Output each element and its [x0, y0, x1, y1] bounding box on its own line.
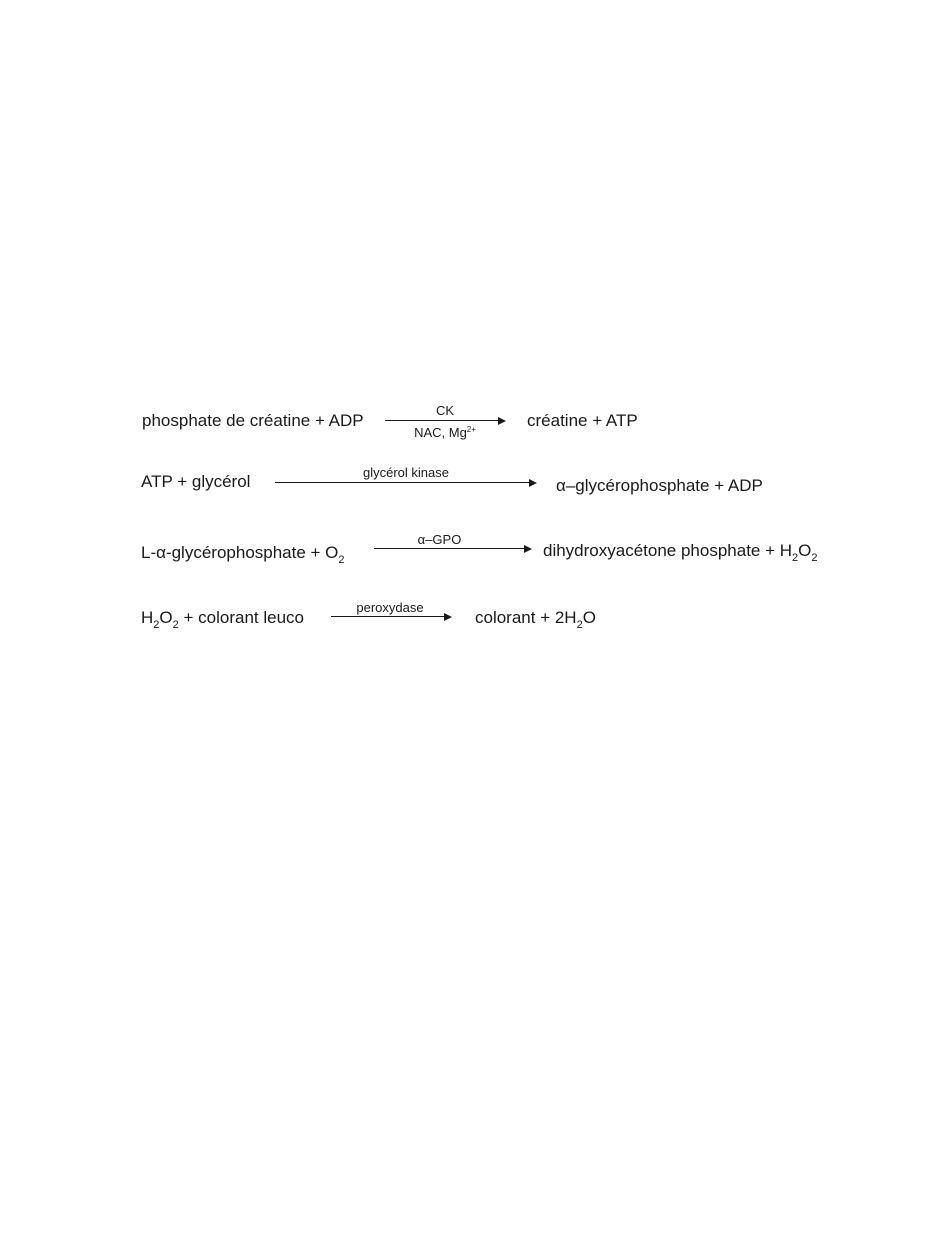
reaction-2-enzyme-label: glycérol kinase — [363, 465, 449, 480]
reaction-4-products-text-a: colorant + 2H — [475, 608, 577, 627]
reaction-4-reactants — [141, 608, 304, 630]
reaction-2-reactants: ATP + glycérol — [141, 472, 251, 491]
reaction-3-enzyme-label: α–GPO — [417, 532, 462, 547]
reaction-3-products-subscript-2: 2 — [811, 552, 818, 564]
reaction-3-reactants-subscript: 2 — [338, 554, 345, 566]
reaction-4-products-subscript: 2 — [576, 619, 583, 631]
reaction-4-reactants-subscript-2: 2 — [172, 619, 179, 631]
reaction-3-products-subscript-1: 2 — [792, 552, 799, 564]
reaction-3-products — [543, 541, 818, 563]
reaction-3-products-text-b: O — [798, 541, 812, 560]
reaction-4-products — [475, 608, 596, 630]
reaction-4-reactants-text-a: H — [141, 608, 154, 627]
reaction-4-reactants-text-c: + colorant leuco — [178, 608, 304, 627]
reaction-2-arrow — [275, 478, 537, 488]
reaction-1-conditions-text: NAC, Mg — [414, 425, 467, 440]
reaction-4-reactants-text-b: O — [159, 608, 173, 627]
reaction-3-products-text-a: dihydroxyacétone phosphate + H — [543, 541, 793, 560]
reaction-1-conditions-label — [385, 425, 505, 442]
reaction-1-conditions-charge: 2+ — [466, 425, 476, 434]
reaction-1-products: créatine + ATP — [527, 411, 638, 430]
reaction-4-arrow — [331, 612, 452, 622]
reaction-2-products: α–glycérophosphate + ADP — [556, 476, 763, 495]
reaction-1-reactants: phosphate de créatine + ADP — [142, 411, 364, 430]
reaction-3-arrow — [374, 544, 532, 554]
reaction-4-products-text-b: O — [582, 608, 596, 627]
reaction-3-reactants-text: L-α-glycérophosphate + O — [141, 543, 339, 562]
reaction-3-reactants — [141, 543, 345, 565]
reaction-4-reactants-subscript-1: 2 — [153, 619, 160, 631]
reaction-1-enzyme-label: CK — [435, 403, 455, 418]
reaction-4-enzyme-label: peroxydase — [356, 600, 424, 615]
